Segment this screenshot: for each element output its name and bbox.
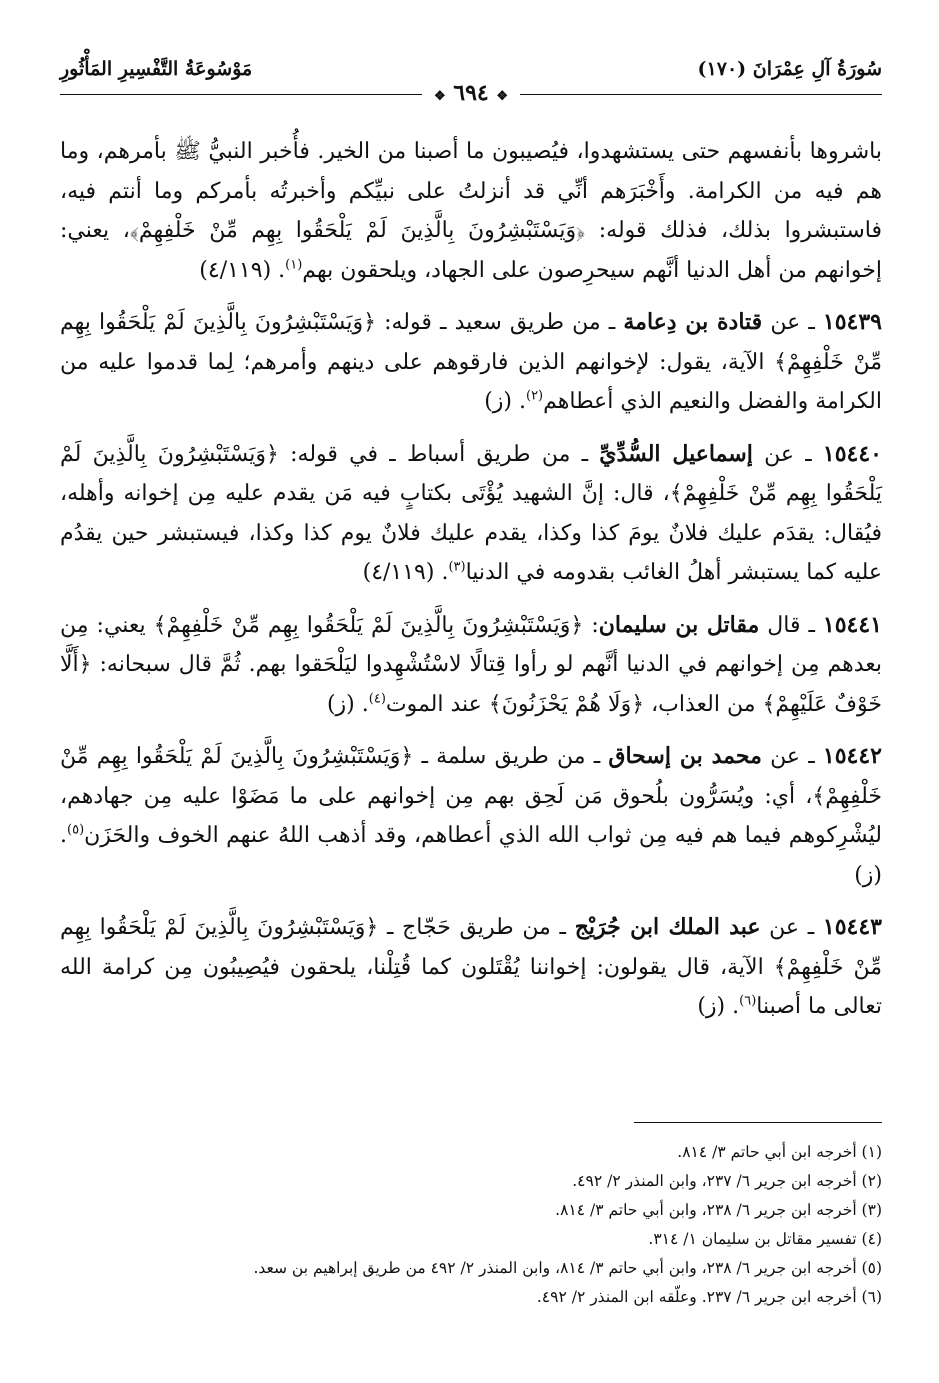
paragraph-text: ـ من طريق سلمة ـ ﴿وَيَسْتَبْشِرُونَ بِالَّذِينَ لَمْ يَلْحَقُوا بِهِم مِّنْ خَلْفِهِمْ﴾، أي: ويُسَرُّون بلُحوق مَن لَحِق بهم مِن إخوانهم على ما مَضَوْا عليه مِن جهادهم، ليُشْرِكوهم فيما هم فيه مِن ثواب الله الذي أعطاهم، وقد أذهب اللهُ عنهم الخوف والحَزَن (60, 744, 882, 848)
page-number-text: ٦٩٤ (453, 80, 489, 106)
reference-mark: . (ز) (60, 823, 882, 888)
athar-entry (60, 606, 882, 725)
paragraph-text: ـ من طريق أسباط ـ في قوله: ﴿وَيَسْتَبْشِرُونَ بِالَّذِينَ لَمْ يَلْحَقُوا بِهِم مِّنْ خَلْفِهِمْ﴾، قال: إنَّ الشهيد يُؤْتَى بكتابٍ فيه مَن يقدم عليه مِن إخوانه وأهله، فيُقال: يقدَم عليك فلانٌ يومَ كذا وكذا، يقدم عليك فلانٌ يوم كذا وكذا، فيستبشر حين يقدُم عليه كما يستبشر أهلُ الغائب بقدومه في الدنيا (60, 441, 882, 585)
narrator-name: قتادة بن دِعامة (623, 309, 763, 335)
footnote-ref: (٢) (525, 388, 544, 404)
footnote: (٣) أخرجه ابن جرير ٦/ ٢٣٨، وابن أبي حاتم ٣/ ٨١٤. (555, 1201, 882, 1219)
entry-number: ١٥٤٤٠ (822, 440, 882, 467)
footnote-ref: (٥) (67, 822, 85, 838)
footnote: (٥) أخرجه ابن جرير ٦/ ٢٣٨، وابن أبي حاتم ٣/ ٨١٤، وابن المنذر ٢/ ٤٩٢ من طريق إبراهيم بن سعد. (253, 1259, 882, 1277)
main-text (60, 132, 882, 1040)
entry-number: ١٥٤٣٩ (822, 309, 882, 335)
ornament-icon: ❖ (433, 89, 446, 104)
reference-mark: . (ز) (484, 389, 526, 414)
paragraph-text: ـ من طريق سعيد ـ قوله: ﴿وَيَسْتَبْشِرُونَ بِالَّذِينَ لَمْ يَلْحَقُوا بِهِم مِّنْ خَلْفِهِمْ﴾ الآية، يقول: لإخوانهم الذين فارقوهم على دينهم وأمرهم؛ لِما قدموا عليه من الكرامة والفضل والنعيم الذي أعطاهم (60, 310, 883, 414)
athar-entry (60, 303, 882, 422)
footnote: (٢) أخرجه ابن جرير ٦/ ٢٣٧، وابن المنذر ٢/ ٤٩٢. (572, 1172, 882, 1190)
surah-title: سُورَةُ آلِ عِمْرَانَ (١٧٠) (697, 58, 882, 80)
footnote-ref: (٣) (448, 559, 466, 575)
reference-mark: . (٤/١١٩) (199, 257, 286, 283)
narrator-name: إسماعيل السُّدِّيِّ (599, 440, 753, 467)
page-number (422, 80, 520, 106)
athar-entry (60, 737, 882, 895)
paragraph-continuation (60, 132, 882, 290)
footnotes (60, 1138, 882, 1312)
entry-intro: ـ عن (760, 915, 823, 940)
narrator-name: مقاتل بن سليمان (598, 611, 760, 638)
reference-mark: . (ز) (326, 691, 369, 717)
book-title: مَوْسُوعَةُ التَّفْسِيرِ المَأْثُورِ (60, 58, 253, 80)
footnote: (١) أخرجه ابن أبي حاتم ٣/ ٨١٤. (677, 1143, 882, 1161)
paragraph-text: باشروها بأنفسهم حتى يستشهدوا، فيُصيبون ما أصبنا من الخير. فأُخبر النبيُّ ﷺ بأمرهم، وما هم فيه من الكرامة. وأَخْبَرَهم أنِّي قد أنزلتُ على نبيِّكم وأخبرتُه بأمركم وما أنتم فيه، فاستبشروا بذلك، فذلك قوله: ﴿وَيَسْتَبْشِرُونَ بِالَّذِينَ لَمْ يَلْحَقُوا بِهِم مِّنْ خَلْفِهِمْ﴾، يعني: إخوانهم من أهل الدنيا أنَّهم سيحرِصون على الجهاد، ويلحقون بهم (60, 139, 883, 283)
narrator-name: عبد الملك ابن جُرَيْج (574, 914, 761, 940)
footnote-ref: (٤) (368, 691, 386, 707)
reference-mark: . (ز) (697, 994, 740, 1019)
footnote-ref: (٦) (739, 993, 757, 1009)
entry-intro: ـ قال (759, 612, 823, 638)
entry-intro: ـ عن (761, 744, 823, 769)
paragraph-text: ـ من طريق حَجّاج ـ ﴿وَيَسْتَبْشِرُونَ بِالَّذِينَ لَمْ يَلْحَقُوا بِهِم مِّنْ خَلْفِهِمْ﴾ الآية، قال يقولون: إخواننا يُقْتَلون كما قُتِلْنا، يلحقون فيُصِيبُون مِن كرامة الله تعالى ما أصبنا (60, 915, 882, 1019)
entry-number: ١٥٤٤٢ (822, 743, 882, 769)
paragraph-text: : ﴿وَيَسْتَبْشِرُونَ بِالَّذِينَ لَمْ يَلْحَقُوا بِهِم مِّنْ خَلْفِهِمْ﴾ يعني: مِن بعدهم مِن إخوانهم في الدنيا أنَّهم لو رأوا قِتالًا لاسْتُشْهِدوا ليَلْحَقوا بهم. ثُمَّ قال سبحانه: ﴿أَلَّا خَوْفٌ عَلَيْهِمْ﴾ من العذاب، ﴿وَلَا هُمْ يَحْزَنُونَ﴾ عند الموت (60, 612, 882, 717)
entry-intro: ـ عن (762, 310, 823, 335)
athar-entry (60, 435, 882, 593)
ornament-icon: ❖ (496, 89, 509, 104)
entry-number: ١٥٤٤١ (822, 611, 882, 638)
entry-intro: ـ عن (752, 441, 823, 467)
page-header (60, 52, 882, 106)
footnote: (٦) أخرجه ابن جرير ٦/ ٢٣٧. وعلّقه ابن المنذر ٢/ ٤٩٢. (536, 1288, 882, 1306)
athar-entry (60, 908, 882, 1027)
footnote-ref: (١) (285, 257, 303, 273)
entry-number: ١٥٤٤٣ (822, 914, 882, 940)
reference-mark: . (٤/١١٩) (362, 560, 449, 585)
footnote-separator (634, 1122, 882, 1123)
narrator-name: محمد بن إسحاق (608, 743, 762, 769)
footnote: (٤) تفسير مقاتل بن سليمان ١/ ٣١٤. (648, 1230, 882, 1248)
